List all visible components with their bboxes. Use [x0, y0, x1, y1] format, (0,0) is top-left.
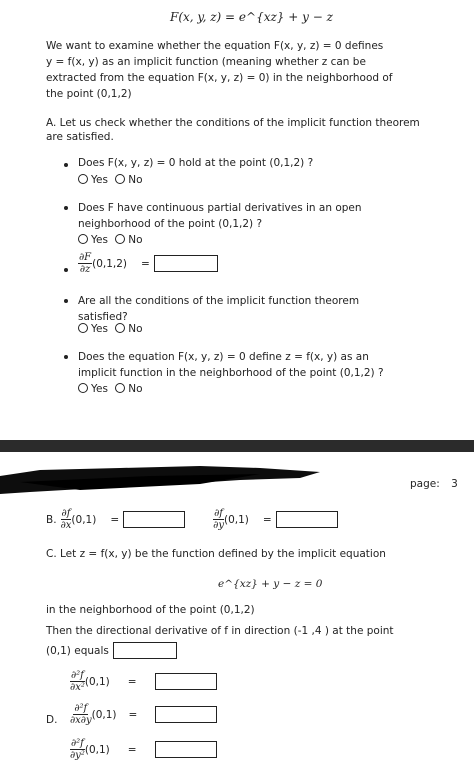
partial-f-x-fraction — [61, 508, 72, 531]
fraction-denominator: ∂y² — [70, 750, 85, 761]
q2-no-label: No — [128, 234, 143, 246]
point-label: (0,1) — [84, 743, 110, 756]
point-label: (0,1) — [91, 708, 117, 721]
question-2-options — [78, 234, 143, 246]
question-5-options — [78, 383, 143, 395]
q2-no-radio[interactable] — [115, 234, 125, 244]
q5-yes-label: Yes — [91, 383, 108, 395]
q5-no-radio[interactable] — [115, 383, 125, 393]
fraction-denominator: ∂x∂y — [70, 715, 92, 726]
fraction-denominator: ∂x — [60, 520, 72, 531]
part-c-line-1: C. Let z = f(x, y) be the function defined by the implicit equation — [46, 548, 386, 560]
second-derivative-yy — [70, 738, 217, 761]
bullet — [64, 163, 68, 167]
intro-line-4: the point (0,1,2) — [46, 88, 132, 100]
q1-yes-radio[interactable] — [78, 174, 88, 184]
intro-line-1: We want to examine whether the equation F(x, y, z) = 0 defines — [46, 40, 384, 52]
question-4-options — [78, 323, 143, 335]
q1-no-label: No — [128, 174, 143, 186]
q1-no-radio[interactable] — [115, 174, 125, 184]
question-1: Does F(x, y, z) = 0 hold at the point (0,1,2) ? — [78, 157, 314, 169]
part-a-heading-line-1: A. Let us check whether the conditions of the implicit function theorem — [46, 117, 420, 129]
answer-input-directional-derivative[interactable] — [113, 642, 177, 659]
second-derivative-xx — [70, 670, 217, 693]
answer-input-fyy[interactable] — [155, 741, 217, 758]
answer-input-dfdy[interactable] — [276, 511, 338, 528]
equals-sign: = — [262, 513, 272, 526]
question-5 — [78, 349, 384, 381]
answer-input-fxx[interactable] — [155, 673, 217, 690]
equals-sign: = — [128, 708, 138, 721]
page-label-text: page: — [410, 478, 440, 490]
point-label: (0,1) — [71, 513, 97, 526]
question-4-line-2: satisfied? — [78, 311, 128, 323]
fraction-numerator: ∂f — [214, 508, 224, 519]
question-5-line-2: implicit function in the neighborhood of the point (0,1,2) ? — [78, 367, 384, 379]
q4-no-label: No — [128, 323, 143, 335]
question-5-line-1: Does the equation F(x, y, z) = 0 define z = f(x, y) as an — [78, 351, 369, 363]
fraction-denominator: ∂z — [79, 264, 91, 275]
fraction-numerator: ∂f — [61, 508, 71, 519]
page-break-band — [0, 440, 474, 452]
point-label: (0,1) — [84, 675, 110, 688]
q1-yes-label: Yes — [91, 174, 108, 186]
bullet — [64, 355, 68, 359]
part-b — [46, 508, 338, 531]
answer-input-fxy[interactable] — [155, 706, 217, 723]
question-3 — [78, 252, 218, 275]
question-1-options — [78, 174, 143, 186]
q4-no-radio[interactable] — [115, 323, 125, 333]
fraction-numerator: ∂²f — [71, 738, 84, 749]
partial-f-xy-fraction — [70, 703, 92, 726]
question-2-line-1: Does F have continuous partial derivatives in an open — [78, 202, 362, 214]
equals-sign: = — [141, 257, 150, 270]
partial-f-xx-fraction — [70, 670, 85, 693]
fraction-denominator: ∂y — [213, 520, 224, 531]
q2-yes-label: Yes — [91, 234, 108, 246]
question-4-line-1: Are all the conditions of the implicit function theorem — [78, 295, 360, 307]
bullet — [64, 206, 68, 210]
bullet — [64, 299, 68, 303]
fraction-numerator: ∂²f — [71, 670, 84, 681]
redaction-scribble — [0, 462, 330, 498]
q5-no-label: No — [128, 383, 143, 395]
intro-paragraph — [46, 38, 426, 102]
q4-yes-radio[interactable] — [78, 323, 88, 333]
partial-f-y-fraction — [213, 508, 224, 531]
intro-line-2: y = f(x, y) as an implicit function (meaning whether z can be — [46, 56, 366, 68]
q5-yes-radio[interactable] — [78, 383, 88, 393]
part-c-line-2: in the neighborhood of the point (0,1,2) — [46, 604, 255, 616]
q4-yes-label: Yes — [91, 323, 108, 335]
point-label: (0,1) — [224, 513, 249, 526]
part-c-line-3: Then the directional derivative of f in direction (-1 ,4 ) at the point — [46, 625, 394, 637]
bullet — [64, 268, 68, 272]
question-2 — [78, 200, 362, 232]
fraction-numerator: ∂F — [79, 252, 92, 263]
part-c-line-4-text: (0,1) equals — [46, 644, 109, 657]
implicit-equation: e^{xz} + y − z = 0 — [218, 578, 323, 590]
second-derivative-xy — [70, 703, 217, 726]
q2-yes-radio[interactable] — [78, 234, 88, 244]
question-4 — [78, 293, 359, 325]
answer-input-dfdx[interactable] — [123, 511, 185, 528]
page-label — [410, 478, 458, 490]
function-definition: F(x, y, z) = e^{xz} + y − z — [170, 10, 333, 24]
part-b-label: B. — [46, 513, 57, 526]
answer-input-dFdz[interactable] — [154, 255, 218, 272]
part-c-line-4 — [46, 642, 177, 659]
fraction-denominator: ∂x² — [70, 682, 85, 693]
point-label: (0,1,2) — [92, 257, 128, 270]
equals-sign: = — [127, 675, 137, 688]
fraction-numerator: ∂²f — [74, 703, 88, 714]
part-d-label: D. — [46, 714, 58, 726]
part-a-heading — [46, 116, 420, 144]
partial-f-yy-fraction — [70, 738, 85, 761]
partial-f-z-fraction — [78, 252, 92, 275]
part-a-heading-line-2: are satisfied. — [46, 131, 114, 143]
question-2-line-2: neighborhood of the point (0,1,2) ? — [78, 218, 263, 230]
page-number: 3 — [451, 478, 458, 490]
equals-sign: = — [127, 743, 137, 756]
equals-sign: = — [110, 513, 120, 526]
intro-line-3: extracted from the equation F(x, y, z) = 0) in the neighborhood of — [46, 72, 393, 84]
